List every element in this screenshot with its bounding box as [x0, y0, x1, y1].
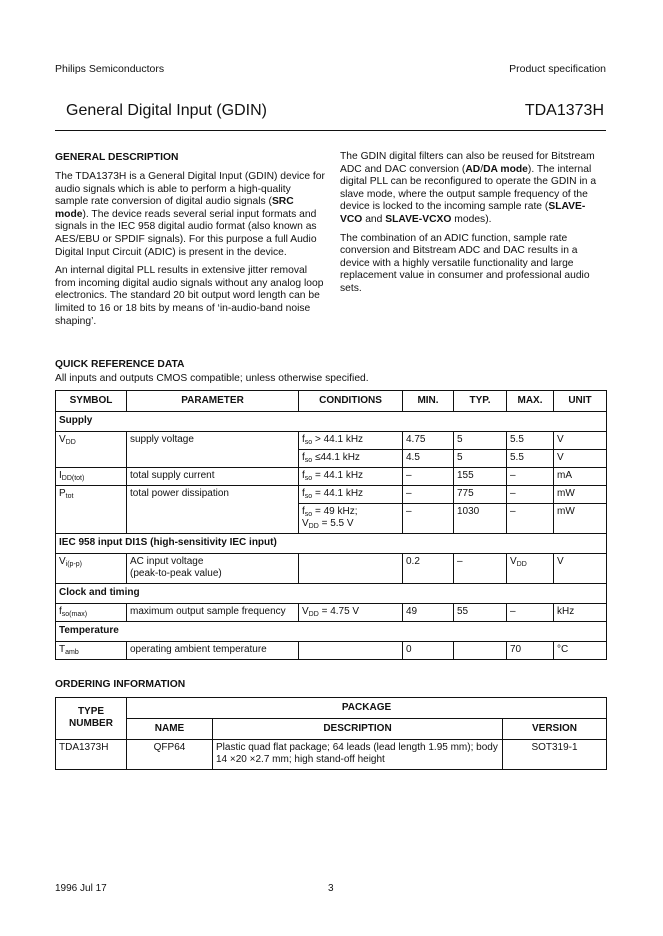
footer-date: 1996 Jul 17	[55, 883, 107, 894]
doc-type: Product specification	[509, 63, 606, 75]
max-cell: –	[507, 603, 554, 621]
symbol-cell: $P_{tot}$	[56, 485, 127, 533]
symbol-cell: $I_{DD(tot)}$	[56, 467, 127, 485]
description-cell: Plastic quad flat package; 64 leads (lead length 1.95 mm); body 14 ×20 ×2.7 mm; high stand-off height	[213, 739, 503, 769]
column-header: TYPE NUMBER	[56, 697, 127, 739]
paragraph: The combination of an ADIC function, sample rate conversion and Bitstream ADC and DAC results in a device with a highly versatile functionality and large replacement value in consumer and professional audio sets.	[340, 232, 590, 294]
title-row	[55, 101, 606, 120]
section-note: All inputs and outputs CMOS compatible; unless otherwise specified.	[55, 373, 369, 384]
min-cell: 0.2	[403, 553, 454, 583]
text: ). The internal digital PLL can be reconfigured to operate the GDIN in a slave mode, where the output sample frequency of the device is locked to the incoming sample rate (	[340, 163, 597, 213]
group-label: IEC 958 input DI1S (high-sensitivity IEC input)	[56, 533, 607, 553]
group-row	[56, 411, 607, 431]
header-rule	[55, 130, 606, 131]
max-cell: –	[507, 485, 554, 503]
page-title: General Digital Input (GDIN)	[66, 102, 267, 119]
parameter-cell: total supply current	[127, 467, 299, 485]
symbol-cell: $f_{so(max)}$	[56, 603, 127, 621]
general-description-left	[55, 151, 325, 354]
min-cell: –	[403, 485, 454, 503]
column-header: CONDITIONS	[299, 390, 403, 411]
unit-cell: V	[554, 449, 607, 467]
min-cell: –	[403, 503, 454, 533]
table-row	[56, 485, 607, 503]
table-row	[56, 431, 607, 449]
page-number: 3	[328, 883, 334, 894]
group-label: Clock and timing	[56, 583, 607, 603]
max-cell: 5.5	[507, 449, 554, 467]
unit-cell: mA	[554, 467, 607, 485]
conditions-cell: $f_{so} > 44.1$ kHz	[299, 431, 403, 449]
text: ). The device reads several serial input formats and signals in the IEC 958 digital audio format (also known as AES/EBU or SPDIF signals). For this purpose a full Audio Digital Input Circuit (ADIC) is present in the device.	[55, 208, 317, 258]
min-cell: 49	[403, 603, 454, 621]
max-cell: –	[507, 503, 554, 533]
column-header: PARAMETER	[127, 390, 299, 411]
typ-cell	[454, 641, 507, 659]
text: and	[362, 213, 386, 225]
symbol-cell: $V_{DD}$	[56, 431, 127, 467]
company-name: Philips Semiconductors	[55, 63, 165, 75]
conditions-cell	[299, 553, 403, 583]
type-number-cell: TDA1373H	[56, 739, 127, 769]
text: The GDIN digital filters can also be reused for Bitstream ADC and DAC conversion (	[340, 151, 595, 175]
section-heading: GENERAL DESCRIPTION	[55, 152, 179, 163]
typ-cell: 5	[454, 449, 507, 467]
typ-cell: –	[454, 553, 507, 583]
text-bold: SRC mode	[55, 196, 294, 220]
column-header: TYP.	[454, 390, 507, 411]
unit-cell: V	[554, 431, 607, 449]
typ-cell: 155	[454, 467, 507, 485]
typ-cell: 1030	[454, 503, 507, 533]
max-cell: $V_{DD}$	[507, 553, 554, 583]
package-name-cell: QFP64	[127, 739, 213, 769]
table-row	[56, 553, 607, 583]
parameter-cell: supply voltage	[127, 431, 299, 467]
paragraph	[340, 151, 606, 227]
typ-cell: 5	[454, 431, 507, 449]
unit-cell: mW	[554, 485, 607, 503]
column-header: MIN.	[403, 390, 454, 411]
conditions-cell: $f_{so} = 49$ kHz; $V_{DD} = 5.5$ V	[299, 503, 403, 533]
text-bold: SLAVE-VCXO	[385, 213, 452, 225]
unit-cell: kHz	[554, 603, 607, 621]
min-cell: 4.75	[403, 431, 454, 449]
max-cell: 70	[507, 641, 554, 659]
conditions-cell: $f_{so} \le 44.1$ kHz	[299, 449, 403, 467]
ordering-table	[55, 697, 607, 770]
typ-cell: 775	[454, 485, 507, 503]
parameter-cell: operating ambient temperature	[127, 641, 299, 659]
parameter-cell: maximum output sample frequency	[127, 603, 299, 621]
conditions-cell: $f_{so} = 44.1$ kHz	[299, 467, 403, 485]
symbol-cell: $V_{i(p-p)}$	[56, 553, 127, 583]
table-header-row	[56, 718, 607, 739]
parameter-cell: AC input voltage (peak-to-peak value)	[127, 553, 299, 583]
quick-reference-table	[55, 390, 607, 660]
running-header	[55, 0, 606, 76]
group-label: Temperature	[56, 621, 607, 641]
column-header: NAME	[127, 718, 213, 739]
column-header: MAX.	[507, 390, 554, 411]
table-row	[56, 641, 607, 659]
text-bold: DA mode	[483, 163, 528, 175]
text-bold: AD	[465, 163, 481, 175]
column-header: VERSION	[503, 718, 607, 739]
typ-cell: 55	[454, 603, 507, 621]
text: The TDA1373H is a General Digital Input (GDIN) device for audio signals which is able to perform a high-quality sample rate conversion of digital audio signals (	[55, 171, 325, 208]
conditions-cell	[299, 641, 403, 659]
quick-reference-section	[55, 358, 606, 386]
part-number: TDA1373H	[524, 102, 604, 119]
text-bold: SLAVE-VCO	[340, 201, 586, 225]
conditions-cell: $V_{DD} = 4.75$ V	[299, 603, 403, 621]
group-label: Supply	[56, 411, 607, 431]
text: modes).	[451, 213, 492, 225]
table-row	[56, 739, 607, 769]
group-row	[56, 533, 607, 553]
unit-cell: mW	[554, 503, 607, 533]
version-cell: SOT319-1	[503, 739, 607, 769]
column-header: UNIT	[554, 390, 607, 411]
unit-cell: V	[554, 553, 607, 583]
parameter-cell: total power dissipation	[127, 485, 299, 533]
page	[55, 0, 606, 770]
group-row	[56, 621, 607, 641]
text: /	[480, 163, 484, 175]
general-description-right	[340, 151, 606, 354]
conditions-cell: $f_{so} = 44.1$ kHz	[299, 485, 403, 503]
column-header: PACKAGE	[127, 697, 607, 718]
column-header: SYMBOL	[56, 390, 127, 411]
table-row	[56, 467, 607, 485]
min-cell: 4.5	[403, 449, 454, 467]
symbol-cell: $T_{amb}$	[56, 641, 127, 659]
paragraph: An internal digital PLL results in extensive jitter removal from incoming digital audio signals without any analog loop electronics. The standard 20 bit output word length can be limited to 16 or 18 bits by means of ‘in-audio-band noise shaping’.	[55, 265, 324, 327]
section-heading: ORDERING INFORMATION	[55, 678, 186, 690]
general-description	[55, 151, 606, 354]
table-row	[56, 603, 607, 621]
column-header: DESCRIPTION	[213, 718, 503, 739]
paragraph	[55, 171, 325, 259]
table-header-row	[56, 390, 607, 411]
max-cell: –	[507, 467, 554, 485]
max-cell: 5.5	[507, 431, 554, 449]
min-cell: 0	[403, 641, 454, 659]
min-cell: –	[403, 467, 454, 485]
unit-cell: °C	[554, 641, 607, 659]
section-heading: QUICK REFERENCE DATA	[55, 359, 185, 370]
table-header-row	[56, 697, 607, 718]
group-row	[56, 583, 607, 603]
